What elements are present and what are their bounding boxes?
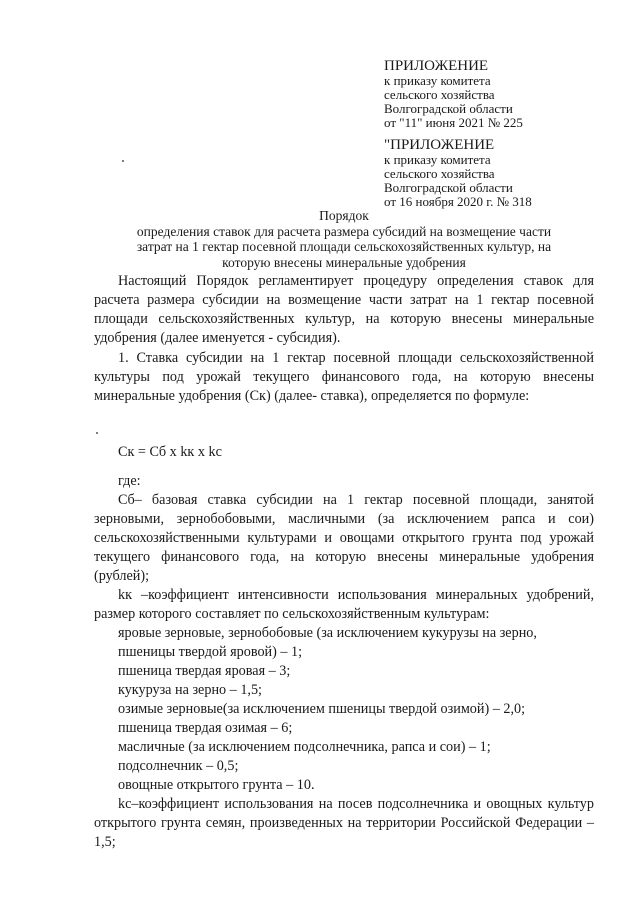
scan-speck bbox=[122, 160, 124, 162]
title-line: которую внесены минеральные удобрения bbox=[222, 254, 466, 270]
appendix-header-current bbox=[384, 58, 614, 130]
appendix-line: Волгоградской области bbox=[384, 101, 513, 116]
where-block bbox=[94, 472, 594, 852]
appendix-line: сельского хозяйства bbox=[384, 166, 495, 181]
crop-coefficient-item: масличные (за исключением подсолнечника, рапса и сои) – 1; bbox=[118, 739, 491, 755]
where-label: где: bbox=[118, 473, 141, 489]
appendix-line: сельского хозяйства bbox=[384, 87, 495, 102]
crop-coefficient-item: подсолнечник – 0,5; bbox=[118, 758, 239, 774]
intro-paragraph: Настоящий Порядок регламентирует процедуру определения ставок для расчета размера субсидии на возмещение части затрат на 1 гектар посевной площади сельскохозяйственных культур, на которую внесены минеральные удобрения (далее именуется - субсидия). bbox=[94, 273, 594, 346]
formula: Cк = Cб x kк x kс bbox=[118, 444, 222, 460]
appendix-line: Волгоградской области bbox=[384, 180, 513, 195]
crop-coefficient-item: озимые зерновые(за исключением пшеницы твердой озимой) – 2,0; bbox=[118, 701, 526, 717]
title-line: определения ставок для расчета размера субсидий на возмещение части bbox=[136, 223, 552, 239]
intensity-coefficient-definition: kк –коэффициент интенсивности использования минеральных удобрений, размер которого составляет по сельскохозяйственным культурам: bbox=[94, 587, 594, 622]
scan-speck bbox=[96, 432, 98, 434]
crop-coefficient-item: кукуруза на зерно – 1,5; bbox=[118, 682, 263, 698]
crop-coefficient-item: овощные открытого грунта – 10. bbox=[118, 777, 315, 793]
seed-coefficient-definition: kс–коэффициент использования на посев подсолнечника и овощных культур открытого грунта семян, произведенных на территории Российской Федерации – 1,5; bbox=[94, 796, 594, 850]
formula-block bbox=[94, 443, 594, 462]
appendix-title: "ПРИЛОЖЕНИЕ bbox=[384, 137, 495, 153]
appendix-header-previous bbox=[384, 137, 614, 209]
crop-coefficient-item: яровые зерновые, зернобобовые (за исключением кукурузы на зерно, пшеницы твердой яровой) – 1; bbox=[118, 625, 537, 660]
appendix-line: к приказу комитета bbox=[384, 152, 491, 167]
title-line: затрат на 1 гектар посевной площади сельскохозяйственных культур, на bbox=[136, 239, 552, 254]
title-heading: Порядок bbox=[319, 208, 369, 223]
crop-coefficient-item: пшеница твердая яровая – 3; bbox=[118, 663, 291, 679]
base-rate-definition: Cб– базовая ставка субсидии на 1 гектар посевной площади, занятой зерновыми, зернобобовыми, масличными (за исключением рапса и сои) сельскохозяйственными культурами и овощами открытого грунта под урожай текущего финансового года, на которую внесены минеральные удобрения (рублей); bbox=[94, 492, 594, 584]
point-1-block bbox=[94, 349, 594, 406]
document-title bbox=[96, 208, 592, 270]
crop-coefficient-item: пшеница твердая озимая – 6; bbox=[118, 720, 293, 736]
appendix-date-line: от 16 ноября 2020 г. № 318 bbox=[384, 194, 532, 209]
appendix-title: ПРИЛОЖЕНИЕ bbox=[384, 58, 489, 74]
point-1-paragraph: 1. Ставка субсидии на 1 гектар посевной площади сельскохозяйственной культуры под урожай текущего финансового года, на которую внесены минеральные удобрения (Cк) (далее- ставка), определяется по формуле: bbox=[94, 350, 594, 404]
appendix-line: к приказу комитета bbox=[384, 73, 491, 88]
appendix-date-line: от "11" июня 2021 № 225 bbox=[384, 115, 523, 130]
intro-paragraph-block bbox=[94, 272, 594, 348]
